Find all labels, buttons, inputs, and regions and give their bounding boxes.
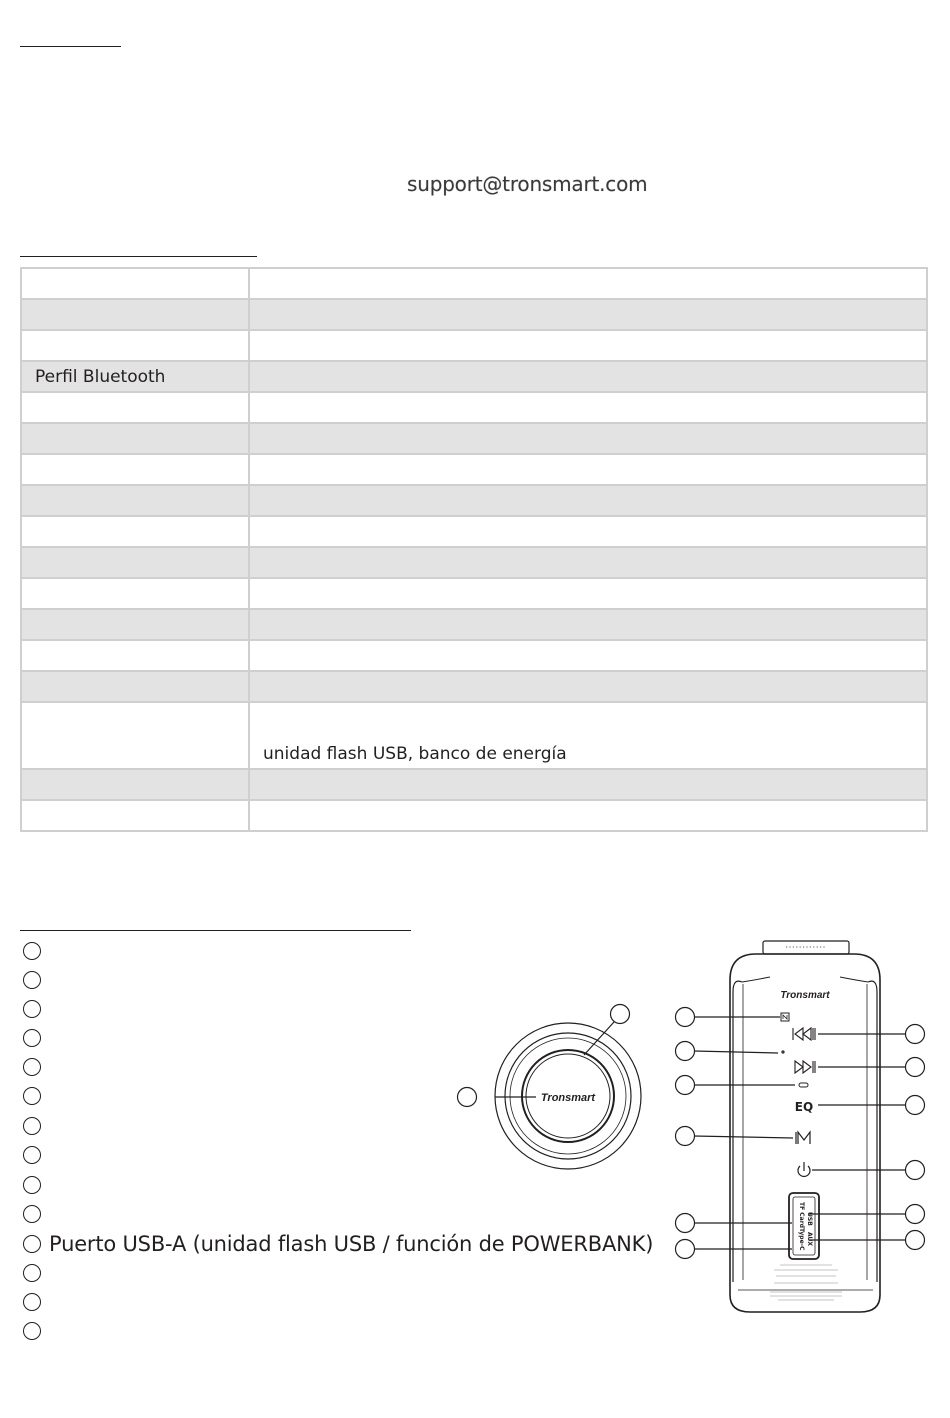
eq-button-label: EQ — [794, 1100, 814, 1114]
usb-a-port-label: Puerto USB-A (unidad flash USB / función de POWERBANK) — [49, 1232, 654, 1256]
spec-value: unidad flash USB, banco de energía — [249, 702, 927, 769]
speaker-brand-logo: Tronsmart — [540, 1092, 596, 1104]
aux-port-text: AUX — [806, 1232, 813, 1246]
spec-label: Perfil Bluetooth — [21, 361, 249, 392]
type-c-port-text: Type-C — [798, 1228, 805, 1251]
tf-card-port-text: TF Card — [798, 1202, 805, 1228]
mic-dot-icon — [782, 1051, 784, 1053]
led-indicator-icon — [799, 1083, 808, 1087]
top-brand-logo: Tronsmart — [780, 990, 830, 1001]
power-icon — [798, 1162, 810, 1176]
usb-port-text: USB — [806, 1212, 813, 1226]
speaker-top-view — [458, 1005, 642, 1170]
previous-icon — [793, 1028, 815, 1040]
support-email-link[interactable]: support@tronsmart.com — [407, 172, 648, 196]
next-icon — [795, 1061, 815, 1073]
mode-m-icon — [796, 1132, 810, 1144]
nfc-icon — [781, 1013, 789, 1021]
